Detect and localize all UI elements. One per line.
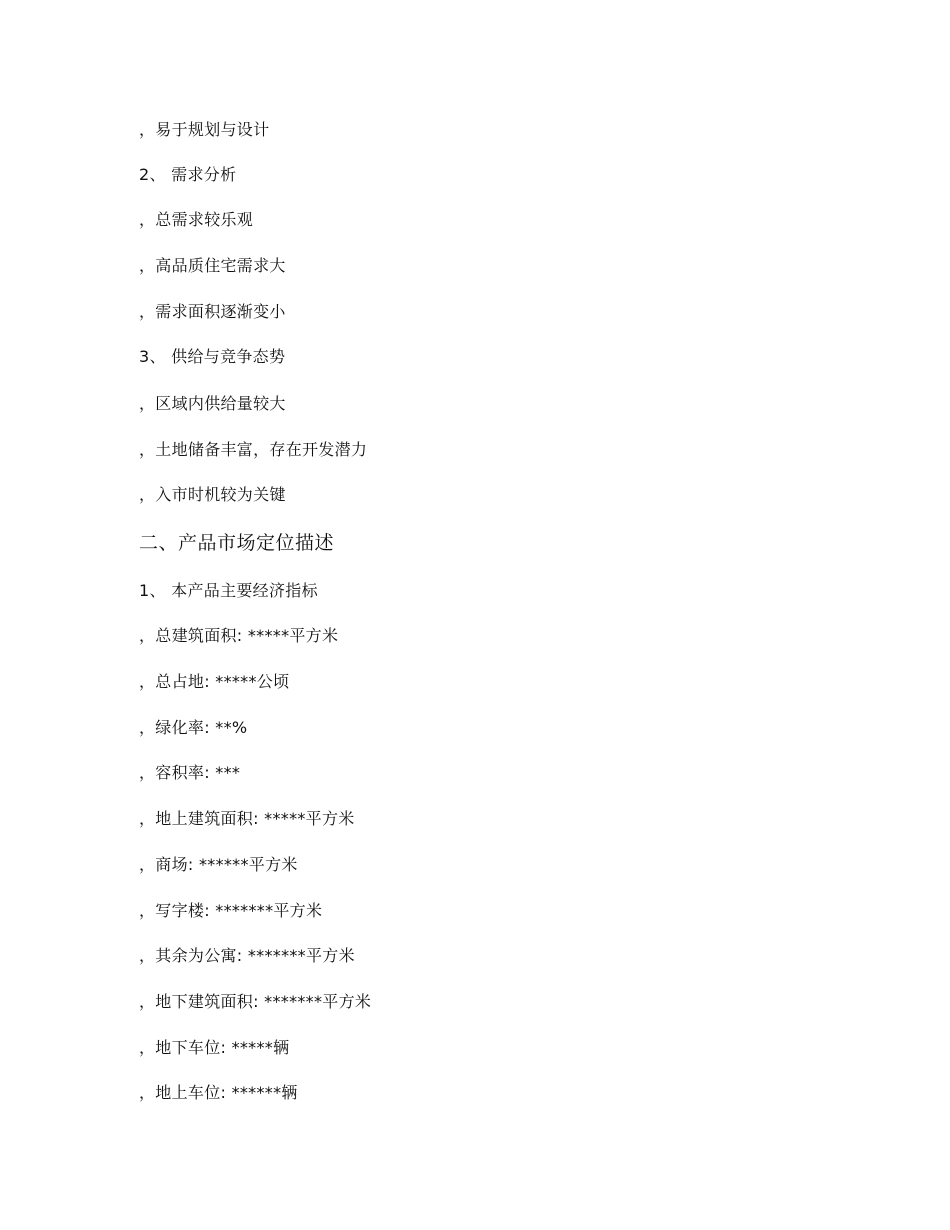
text-line: ，总建筑面积: *****平方米	[139, 626, 339, 645]
text-line: ，地下车位: *****辆	[139, 1038, 290, 1057]
text-line: ，入市时机较为关键	[139, 485, 286, 504]
text-line: ，易于规划与设计	[139, 120, 270, 139]
text-line: ，需求面积逐渐变小	[139, 302, 286, 321]
text-line: ，商场: ******平方米	[139, 855, 298, 874]
text-line: ，土地储备丰富，存在开发潜力	[139, 440, 368, 459]
text-line: ，容积率: ***	[139, 763, 241, 782]
text-line: ，绿化率: **%	[139, 718, 248, 737]
text-line: ，其余为公寓: *******平方米	[139, 946, 355, 965]
text-line: ，高品质住宅需求大	[139, 256, 286, 275]
text-line: ，总占地: *****公顷	[139, 672, 290, 691]
section-subheading: 3、 供给与竞争态势	[139, 347, 286, 366]
text-line: ，写字楼: *******平方米	[139, 901, 323, 920]
text-line: ，总需求较乐观	[139, 210, 254, 229]
text-line: ，地上建筑面积: *****平方米	[139, 809, 355, 828]
text-line: ，地上车位: ******辆	[139, 1083, 298, 1102]
section-subheading: 2、 需求分析	[139, 165, 237, 184]
text-line: ，区域内供给量较大	[139, 394, 286, 413]
text-line: ，地下建筑面积: *******平方米	[139, 992, 372, 1011]
section-subheading: 1、 本产品主要经济指标	[139, 581, 318, 600]
section-heading: 二、产品市场定位描述	[139, 532, 335, 554]
